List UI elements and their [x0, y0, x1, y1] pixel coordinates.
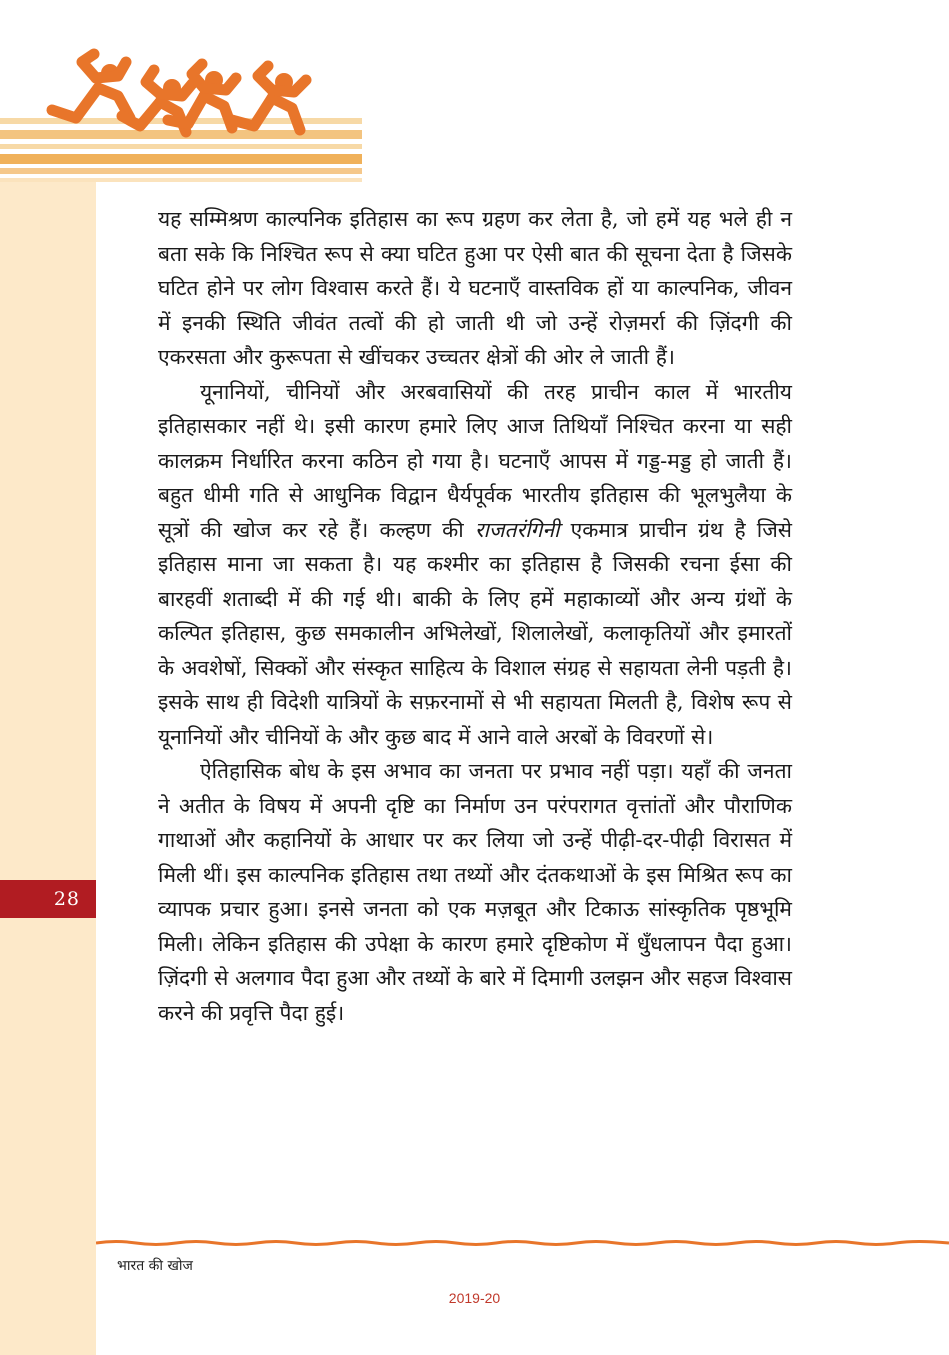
paragraph-3: ऐतिहासिक बोध के इस अभाव का जनता पर प्रभाव नहीं पड़ा। यहाँ की जनता ने अतीत के विषय में अपनी दृष्टि का निर्माण उन परंपरागत वृत्तांतों और पौराणिक गाथाओं और कहानियों के आधार पर कर लिया जो उन्हें पीढ़ी-दर-पीढ़ी विरासत में मिली थीं। इस काल्पनिक इतिहास तथा तथ्यों और दंतकथाओं के इस मिश्रित रूप का व्यापक प्रचार हुआ। इनसे जनता को एक मज़बूत और टिकाऊ सांस्कृतिक पृष्ठभूमि मिली। लेकिन इतिहास की उपेक्षा के कारण हमारे दृष्टिकोण में धुँधलापन पैदा हुआ। ज़िंदगी से अलगाव पैदा हुआ और तथ्यों के बारे में दिमागी उलझन और सहज विश्वास करने की प्रवृत्ति पैदा हुई।: [158, 759, 792, 1025]
paragraph-1: यह सम्मिश्रण काल्पनिक इतिहास का रूप ग्रहण कर लेता है, जो हमें यह भले ही न बता सके कि निश्चित रूप से क्या घटित हुआ पर ऐसी बात की सूचना देता है जिसके घटित होने पर लोग विश्वास करते हैं। ये घटनाएँ वास्तविक हों या काल्पनिक, जीवन में इनकी स्थिति जीवंत तत्वों की हो जाती थी जो उन्हें रोज़मर्रा की ज़िंदगी की एकरसता और कुरूपता से खींचकर उच्चतर क्षेत्रों की ओर ले जाती हैं।: [158, 207, 792, 369]
page-number: 28: [0, 880, 96, 918]
paragraph-2-part-a: यूनानियों, चीनियों और अरबवासियों की तरह प्राचीन काल में भारतीय इतिहासकार नहीं थे। इसी कारण हमारे लिए आज तिथियाँ निश्चित करना या सही कालक्रम निर्धारित करना कठिन हो गया है। घटनाएँ आपस में गड्ड-मड्ड हो जाती हैं। बहुत धीमी गति से आधुनिक विद्वान धैर्यपूर्वक भारतीय इतिहास की भूलभुलैया के सूत्रों की खोज कर रहे हैं। कल्हण की: [158, 379, 792, 542]
book-title-footer: भारत की खोज: [117, 1258, 193, 1274]
running-figures-icon: [0, 0, 362, 200]
paragraph-2: [158, 375, 792, 755]
footer-rule: [96, 1238, 949, 1248]
paragraph-2-part-b: एकमात्र प्राचीन ग्रंथ है जिसे इतिहास माना जा सकता है। यह कश्मीर का इतिहास है जिसकी रचना ईसा की बारहवीं शताब्दी में की गई थी। बाकी के लिए हमें महाकाव्यों और अन्य ग्रंथों के कल्पित इतिहास, कुछ समकालीन अभिलेखों, शिलालेखों, कलाकृतियों और इमारतों के अवशेषों, सिक्कों और संस्कृत साहित्य के विशाल संग्रह से सहायता लेनी पड़ती है। इसके साथ ही विदेशी यात्रियों के सफ़रनामों से भी सहायता मिलती है, विशेष रूप से यूनानियों और चीनियों के और कुछ बाद में आने वाले अरबों के विवरणों से।: [158, 517, 793, 749]
rajtarangini-title: राजतरंगिनी: [474, 517, 560, 542]
left-margin-strip: [0, 180, 96, 1355]
body-text: [158, 202, 792, 1030]
edition-year: 2019-20: [448, 1290, 501, 1306]
